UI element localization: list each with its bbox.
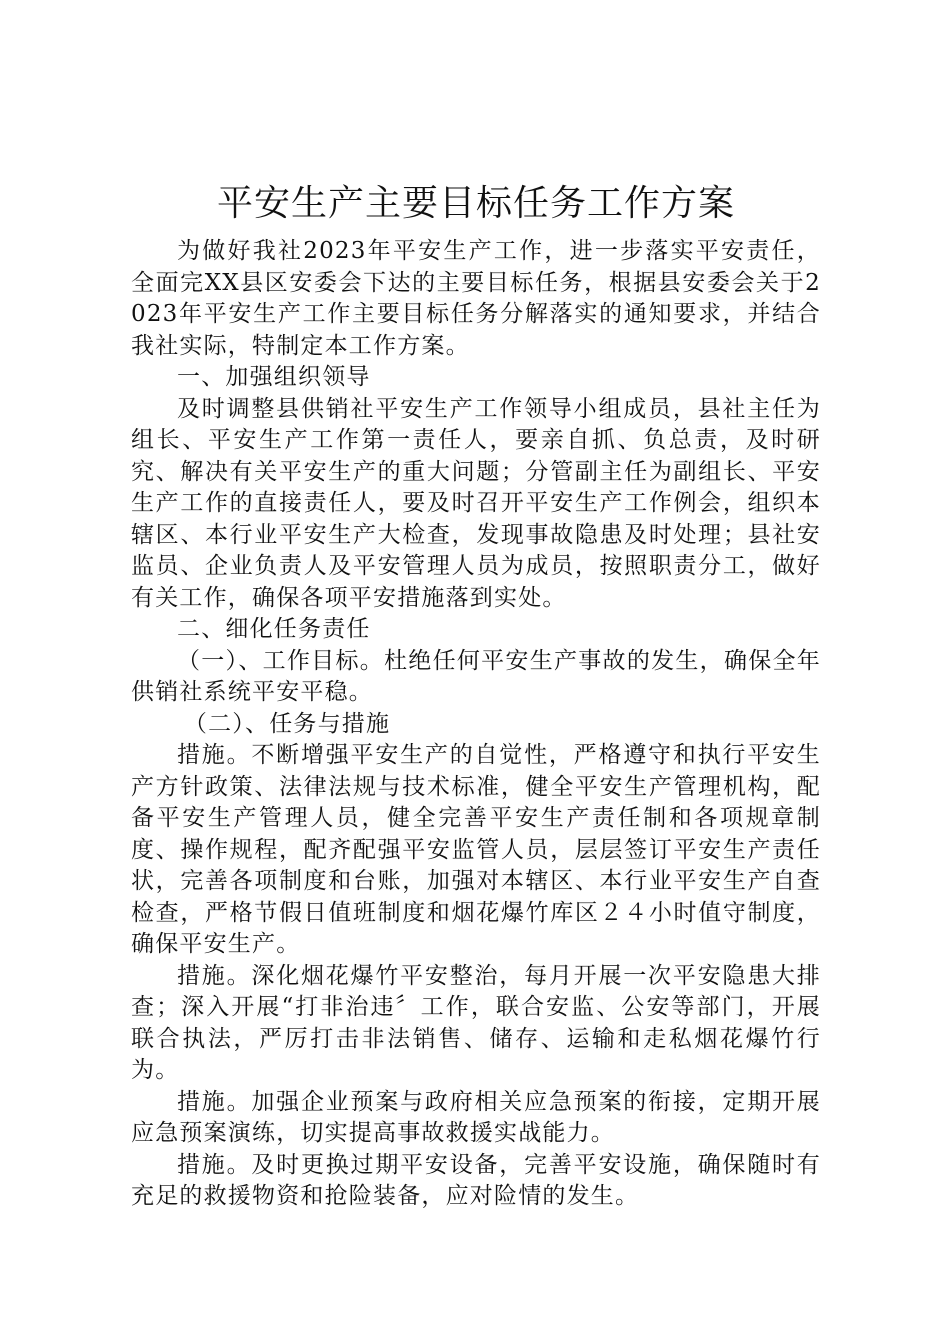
tasks-measures-heading: （二）、任务与措施	[183, 710, 391, 737]
section-2-heading: 二、细化任务责任	[177, 616, 371, 642]
measure-paragraph-4: 措施。及时更换过期平安设备，完善平安设施，确保随时有充足的救援物资和抢险装备，应对险情的发生。	[131, 1151, 821, 1209]
work-goal-paragraph: （一）、工作目标。杜绝任何平安生产事故的发生，确保全年供销社系统平安平稳。	[131, 647, 821, 705]
measure-paragraph-2: 措施。深化烟花爆竹平安整治，每月开展一次平安隐患大排查；深入开展“打非治违〞工作，联合安监、公安等部门，开展联合执法，严厉打击非法销售、储存、运输和走私烟花爆竹行为。	[131, 962, 821, 1083]
section-1-paragraph: 及时调整县供销社平安生产工作领导小组成员，县社主任为组长、平安生产工作第一责任人，要亲自抓、负总责，及时研究、解决有关平安生产的重大问题；分管副主任为副组长、平安生产工作的直接责任人，要及时召开平安生产工作例会，组织本辖区、本行业平安生产大检查，发现事故隐患及时处理；县社安监员、企业负责人及平安管理人员为成员，按照职责分工，做好有关工作，确保各项平安措施落到实处。	[131, 395, 821, 611]
document-title: 平安生产主要目标任务工作方案	[216, 183, 735, 224]
section-1-heading: 一、加强组织领导	[177, 364, 371, 390]
intro-paragraph: 为做好我社2023年平安生产工作，进一步落实平安责任，全面完XX县区安委会下达的主要目标任务，根据县安委会关于2023年平安生产工作主要目标任务分解落实的通知要求，并结合我社实际，特制定本工作方案。	[131, 238, 821, 359]
document-body	[131, 178, 821, 1213]
measure-paragraph-1: 措施。不断增强平安生产的自觉性，严格遵守和执行平安生产方针政策、法律法规与技术标准，健全平安生产管理机构，配备平安生产管理人员，健全完善平安生产责任制和各项规章制度、操作规程，配齐配强平安监管人员，层层签订平安生产责任状，完善各项制度和台账，加强对本辖区、本行业平安生产自查检查，严格节假日值班制度和烟花爆竹库区２４小时值守制度，确保平安生产。	[131, 742, 821, 957]
measure-paragraph-3: 措施。加强企业预案与政府相关应急预案的衔接，定期开展应急预案演练，切实提高事故救援实战能力。	[131, 1088, 821, 1146]
